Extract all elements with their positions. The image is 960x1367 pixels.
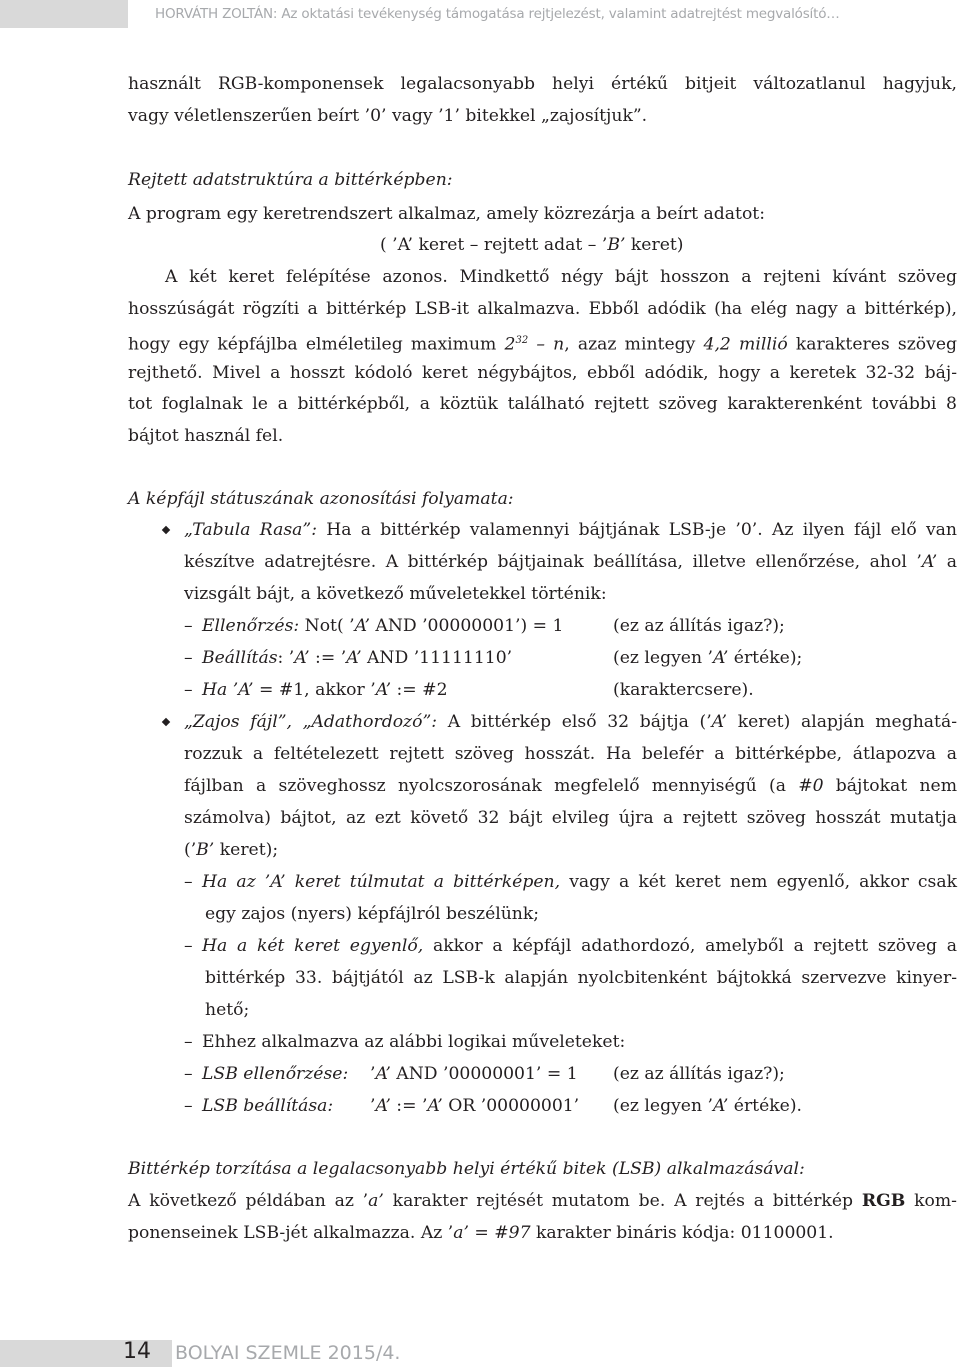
section-heading: A képfájl státuszának azonosítási folyamata: <box>128 489 514 509</box>
text-run: := #2 <box>391 680 448 700</box>
operation-note: (karaktercsere). <box>613 680 754 700</box>
text-run: := ’ <box>390 1096 428 1116</box>
text-run: A’ <box>712 648 729 668</box>
operation-line: – LSB ellenőrzése: <box>184 1064 349 1084</box>
text-run: A’ <box>354 616 370 636</box>
frame-formula <box>380 230 683 260</box>
text-run: keret); <box>214 840 279 860</box>
text-line: egy zajos (nyers) képfájlról beszélünk; <box>205 904 540 924</box>
section-heading: Bittérkép torzítása a legalacsonyabb helyi értékű bitek (LSB) alkalmazásával: <box>128 1159 805 1179</box>
text-run: #0 <box>798 776 824 796</box>
text-run: készítve adatrejtésre. A bittérkép bájtjainak beállítása, illetve ellenőrzése, ahol ’ <box>184 552 922 572</box>
math-run: – n <box>528 334 565 355</box>
text-run: A’ <box>375 1096 391 1116</box>
text-run: kom- <box>905 1191 957 1211</box>
text-run: AND ’00000001’) = 1 <box>369 616 564 636</box>
text-run: A’ <box>712 1096 729 1116</box>
text-run: , azaz mintegy <box>564 334 704 355</box>
text-run: : ’ <box>277 648 295 668</box>
math-run: 2 <box>504 334 516 355</box>
text-run: hogy egy képfájlba elméletileg maximum <box>128 334 505 355</box>
text-run: keret) alapján meghatá- <box>727 712 957 732</box>
text-run: A’ <box>294 648 310 668</box>
formula-part: keret) <box>625 235 684 255</box>
text-run: ’ <box>370 1096 376 1116</box>
text-line: vizsgált bájt, a következő műveletekkel történik: <box>184 584 607 604</box>
text-line: használt RGB-komponensek legalacsonyabb helyi értékű bitjeit változatlanul hagyjuk, <box>128 74 957 94</box>
text-run: akkor a képfájl adathordozó, amelyből a rejtett szöveg a <box>423 936 957 956</box>
text-run: AND ’11111110’ <box>361 648 513 668</box>
text-line: rejthető. Mivel a hosszt kódoló keret négybájtos, ebből adódik, hogy a keretek 32-32 báj- <box>128 363 957 383</box>
operation-expr <box>370 1059 578 1089</box>
text-run: ponenseinek LSB-jét alkalmazza. Az ’ <box>128 1223 454 1243</box>
bullet-icon <box>162 718 170 726</box>
text-line: hető; <box>205 1000 250 1020</box>
page-number: 14 <box>123 1339 151 1364</box>
text-run: A’ <box>711 712 728 732</box>
text-run: Ha a bittérkép valamennyi bájtjának LSB-je ’0’. Az ilyen fájl elő van <box>316 520 957 540</box>
text-run: A’ <box>346 648 362 668</box>
text-run: := ’ <box>309 648 347 668</box>
op-label: Ellenőrzés: <box>202 616 300 636</box>
text-line <box>184 707 957 737</box>
superscript: 32 <box>515 335 529 346</box>
text-run: a <box>937 552 957 572</box>
text-line: – Ehhez alkalmazva az alábbi logikai műveleteket: <box>184 1032 626 1052</box>
text-run: = #1, akkor ’ <box>253 680 376 700</box>
operation-line: – Ellenőrzés: Not( ’A’ AND ’00000001’) = 1 <box>184 616 564 636</box>
text-run: A’ <box>921 552 938 572</box>
text-run: a’ <box>368 1191 384 1211</box>
text-run: (ez legyen ’ <box>613 648 713 668</box>
operation-note <box>613 643 802 673</box>
text-run: AND ’00000001’ = 1 <box>390 1064 578 1084</box>
text-line <box>184 835 278 865</box>
text-run: Ehhez alkalmazva az alábbi logikai műveleteket: <box>202 1032 626 1052</box>
text-run: Not( ’ <box>299 616 355 636</box>
text-run: OR ’00000001’ <box>442 1096 580 1116</box>
text-line <box>184 515 957 545</box>
text-run: A bittérkép első 32 bájtja (’ <box>437 712 712 732</box>
text-line: bájtot használ fel. <box>128 426 284 446</box>
operation-note <box>613 1091 802 1121</box>
text-line <box>128 1186 957 1216</box>
term: „Tabula Rasa”: <box>184 520 317 540</box>
op-label: Beállítás <box>202 648 278 668</box>
text-line: számolva) bájtot, az ezt követő 32 bájt elvileg újra a rejtett szöveg hosszát mutatja <box>184 808 957 828</box>
op-label: Ha ’A’ <box>202 680 254 700</box>
text-line <box>128 326 957 360</box>
formula-part: keret – rejtett adat – ’ <box>412 235 608 255</box>
text-run: karakteres szöveg <box>787 334 957 355</box>
text-run: ’ <box>370 1064 376 1084</box>
operation-expr <box>370 1091 579 1121</box>
text-line: – Ha az ’A’ keret túlmutat a bittérképen, vagy a két keret nem egyenlő, akkor csak <box>184 872 958 892</box>
text-run: fájlban a szöveghossz nyolcszorosának megfelelő mennyiségű (a <box>184 776 799 796</box>
text-run: (’ <box>184 840 197 860</box>
text-run: RGB <box>861 1191 906 1211</box>
formula-part: B’ <box>607 235 626 255</box>
text-run: A’ <box>427 1096 443 1116</box>
math-run: 4,2 millió <box>703 334 788 355</box>
running-head: HORVÁTH ZOLTÁN: Az oktatási tevékenység támogatása rejtjelezést, valamint adatrejtést megvalósító… <box>155 6 840 22</box>
text-run: B’ <box>196 840 215 860</box>
text-line: A program egy keretrendszert alkalmaz, amely közrezárja a beírt adatot: <box>128 204 765 224</box>
text-line <box>128 1218 834 1248</box>
text-run: értéke). <box>728 1096 802 1116</box>
text-run: karakter rejtését mutatom be. A rejtés a bittérkép <box>383 1191 862 1211</box>
text-line <box>184 771 957 801</box>
text-run: vagy a két keret nem egyenlő, akkor csak <box>560 872 958 892</box>
text-run: Ha az ’A’ keret túlmutat a bittérképen, <box>202 872 561 892</box>
bullet-icon <box>162 526 170 534</box>
operation-note: (ez az állítás igaz?); <box>613 1064 785 1084</box>
header-bar <box>0 0 128 28</box>
text-run: A’ <box>375 1064 391 1084</box>
text-run: a’ = #97 <box>453 1223 531 1243</box>
text-line: A két keret felépítése azonos. Mindkettő négy bájt hosszon a rejteni kívánt szöveg <box>165 267 957 287</box>
text-line: tot foglalnak le a bittérképből, a köztük található rejtett szöveg karakterenként további 8 <box>128 394 957 414</box>
text-run: A’ <box>375 680 392 700</box>
op-label: LSB ellenőrzése: <box>202 1064 349 1084</box>
operation-line: – LSB beállítása: <box>184 1096 334 1116</box>
text-line: hosszúságát rögzíti a bittérkép LSB-it alkalmazva. Ebből adódik (ha elég nagy a bittérkép), <box>128 299 957 319</box>
text-run: értéke); <box>728 648 803 668</box>
section-heading: Rejtett adatstruktúra a bittérképben: <box>128 170 453 190</box>
text-line <box>184 547 957 577</box>
text-run: (ez legyen ’ <box>613 1096 713 1116</box>
text-line: – Ha a két keret egyenlő, akkor a képfájl adathordozó, amelyből a rejtett szöveg a <box>184 936 957 956</box>
text-run: Ha a két keret egyenlő, <box>202 936 424 956</box>
text-run: A következő példában az ’ <box>128 1191 369 1211</box>
operation-line: – Ha ’A’ = #1, akkor ’A’ := #2 <box>184 680 448 700</box>
operation-note: (ez az állítás igaz?); <box>613 616 785 636</box>
formula-part: ( ’A’ <box>380 235 413 255</box>
text-run: karakter bináris kódja: 01100001. <box>530 1223 834 1243</box>
text-line: rozzuk a feltételezett rejtett szöveg hosszát. Ha belefér a bittérképbe, átlapozva a <box>184 744 957 764</box>
journal-name: BOLYAI SZEMLE 2015/4. <box>175 1342 401 1364</box>
term: „Zajos fájl”, „Adathordozó”: <box>184 712 438 732</box>
operation-line: – Beállítás: ’A’ := ’A’ AND ’11111110’ <box>184 648 513 668</box>
op-label: LSB beállítása: <box>202 1096 334 1116</box>
text-run: bájtokat nem <box>823 776 957 796</box>
text-line: bittérkép 33. bájtjától az LSB-k alapján nyolcbitenként bájtokká szervezve kinyer- <box>205 968 957 988</box>
text-line: vagy véletlenszerűen beírt ’0’ vagy ’1’ bitekkel „zajosítjuk”. <box>128 106 648 126</box>
